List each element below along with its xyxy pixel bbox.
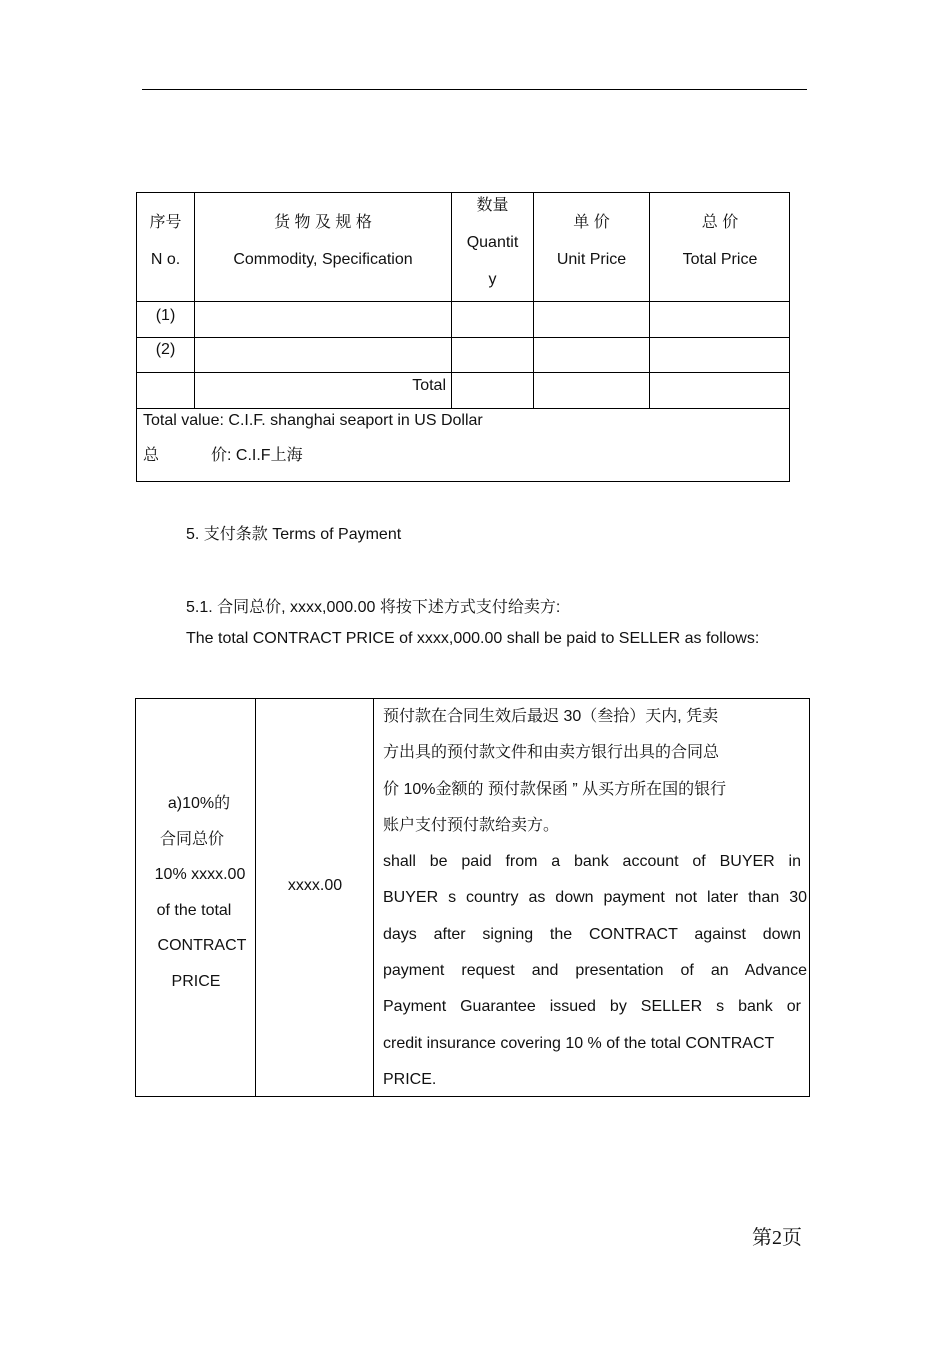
description-cell (383, 699, 823, 1098)
header-no-cn: 序号 (149, 214, 182, 231)
section-heading: 5. 支付条款 Terms of Payment (186, 526, 402, 543)
header-unit-price (534, 204, 649, 278)
desc-en-line: PRICE. (383, 1070, 437, 1088)
row-divider (137, 337, 789, 338)
term-line: 合同总价 (159, 830, 224, 848)
desc-en-line: days after signing the CONTRACT against down (383, 925, 801, 943)
desc-en-line: shall be paid from a bank account of BUYER in (383, 853, 801, 871)
header-no (137, 204, 194, 278)
header-quantity (452, 187, 533, 298)
header-total-price (650, 204, 790, 278)
desc-en-line: BUYER s country as down payment not later than 30 (383, 889, 807, 907)
header-commodity-en: Commodity, Specification (233, 251, 413, 268)
clause-cn: 5.1. 合同总价, xxxx,000.00 将按下述方式支付给卖方: (186, 599, 561, 616)
desc-cn-line: 账户支付预付款给卖方。 (383, 816, 560, 834)
total-value-en: Total value: C.I.F. shanghai seaport in US Dollar (143, 412, 483, 429)
desc-cn-line: 预付款在合同生效后最迟 30（叁拾）天内, 凭卖 (383, 708, 719, 725)
col-divider (373, 699, 374, 1096)
payment-table (135, 698, 810, 1097)
total-label: Total (412, 377, 446, 394)
row-number: (1) (155, 307, 176, 324)
desc-en-line: Payment Guarantee issued by SELLER s bank or (383, 998, 801, 1016)
header-total-cn: 总 价 (701, 214, 739, 231)
payment-term-cell (136, 786, 256, 999)
total-value (143, 403, 783, 473)
term-line: a)10%的 (167, 795, 231, 812)
amount-cell: xxxx.00 (287, 877, 343, 894)
header-rule (142, 89, 807, 90)
header-commodity-cn: 货 物 及 规 格 (274, 214, 372, 231)
header-qty-en1: Quantit (466, 234, 519, 251)
price-table (136, 192, 790, 482)
header-total-en: Total Price (682, 251, 758, 268)
header-qty-en2: y (488, 271, 497, 288)
desc-en-line: credit insurance covering 10 % of the total CONTRACT (383, 1034, 775, 1052)
total-value-cn (143, 438, 783, 473)
row-divider (137, 301, 789, 302)
page-number: 第2页 (752, 1227, 802, 1249)
term-line: CONTRACT (157, 937, 247, 954)
total-value-cn-b: 价: C.I.F上海 (211, 447, 303, 464)
header-unit-en: Unit Price (556, 251, 627, 268)
desc-en-line: payment request and presentation of an Advance (383, 962, 807, 980)
header-unit-cn: 单 价 (573, 214, 610, 231)
row-number: (2) (155, 341, 176, 358)
term-line: 10% xxxx.00 (154, 866, 246, 883)
term-line: of the total (156, 901, 232, 919)
term-line: PRICE (171, 972, 221, 990)
desc-cn-line: 方出具的预付款文件和由卖方银行出具的合同总 (383, 744, 720, 762)
total-value-cn-a: 总 (143, 447, 160, 464)
desc-cn-line: 价 10%金额的 预付款保函 ” 从买方所在国的银行 (383, 780, 727, 798)
clause-en: The total CONTRACT PRICE of xxxx,000.00 shall be paid to SELLER as follows: (186, 630, 760, 647)
header-qty-cn: 数量 (476, 197, 509, 214)
header-no-en: N o. (150, 251, 181, 268)
header-commodity (195, 204, 451, 278)
